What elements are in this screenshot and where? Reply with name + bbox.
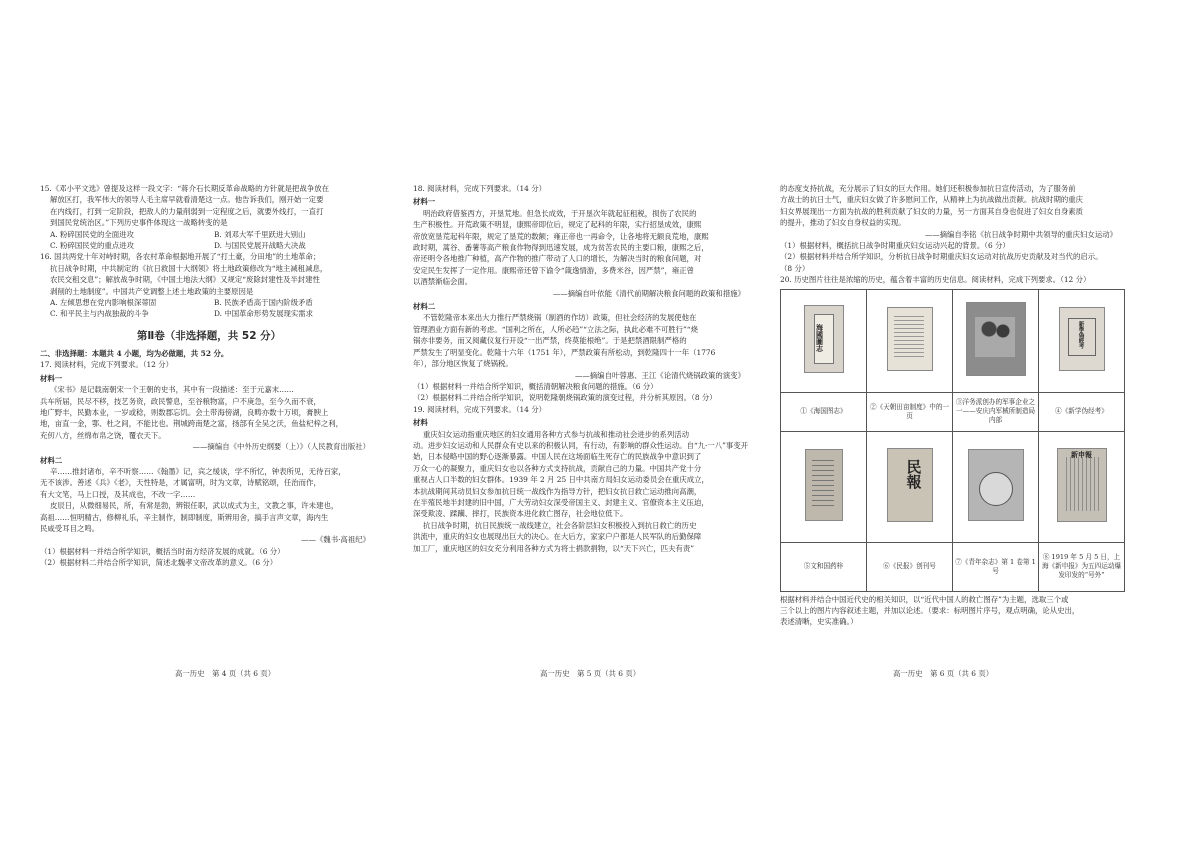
picture-caption: ⑧ 1919 年 5 月 5 日，上海《新申报》为五四运动爆发印发的“号外” (1039, 542, 1125, 591)
page-footer: 高一历史 第 5 页（共 6 页） (540, 669, 641, 678)
material-line: 无不该涉。善述《兵》《老》，天性特是，才属富明，时为文章，诗赋铭颂，任治而作， (40, 478, 321, 488)
xinxue-weijing-image (1059, 307, 1105, 371)
material-line: 明治政府借鉴西方，开垦荒地。但急长成效，于开垦次年就起征租税，损伤了农民的 (423, 208, 697, 218)
q15-line: 15.《邓小平文选》曾提及这样一段文字：“蒋介石长期反革命战略的方针就是把战争放在 (40, 184, 329, 193)
picture-table (780, 289, 1125, 592)
q15-line: 在内线打，打到一定阶段，把敌人的力量削弱到一定程度之后，就要外线打，一直打 (50, 206, 324, 216)
question-15 (40, 183, 378, 251)
q18-task-2: （2）根据材料二并结合所学知识，说明乾隆朝烧锅政策的演变过程，并分析其原因。（8 分） (413, 393, 717, 403)
material-label: 材料一 (40, 373, 63, 383)
material-line: 不管乾隆帝本来出大力推行严禁烧锅（制酒的作坊）政策，但社会经济的发展使他在 (423, 313, 697, 323)
material-line: 高祖……恒明精古，修柳礼乐，辛主制作，制即制度，斯辨用舍，搞手言声文章，海内生 (40, 512, 329, 522)
picture-caption: ④《新学伪经考》 (1039, 392, 1125, 431)
minbao-image (887, 448, 933, 522)
picture-caption: ⑥《民报》创刊号 (867, 542, 953, 591)
q20-task: 三个以上的图片内容叙述主题，并加以论述。（要求：标明图片序号，观点明确，论从史出， (780, 606, 1080, 616)
q20-task: 表述清晰，史实准确。） (780, 617, 858, 627)
q19-task-2-score: （8 分） (780, 263, 810, 273)
q15-line: 到国民党统治区。”下列历史事件体现这一战略转变的是 (50, 218, 228, 228)
material-line: 始，日本侵略中国的野心逐渐暴露。中国人民在这场面临生死存亡的民族战争中意识到了 (413, 452, 702, 462)
picture-caption: ③洋务派创办的军事企业之一——安庆内军械所制造局内部 (953, 392, 1039, 431)
q16-option-b: B. 民族矛盾高于国内阶级矛盾 (214, 298, 313, 308)
qingnian-zazhi-image (968, 449, 1024, 521)
material-line: 方战士的抗日士气，重庆妇女做了许多慰问工作，从精神上为抗战做出贡献。抗战时期的重庆 (780, 195, 1084, 205)
material-source: ——摘编自叶依能《清代前期解决粮食问题的政策和措施》 (552, 288, 745, 298)
picture-caption: ⑤文和国药梓 (781, 542, 867, 591)
material-line: 管理酒业方面有新的考虑。“国利之所在，人所必趋”“立法之际，执此必难不可胜行”“烧 (413, 324, 698, 334)
section-intro: 二、非选择题：本题共 4 小题，均为必做题，共 52 分。 (40, 348, 229, 358)
q16-option-a: A. 左倾思想在党内影响根深蒂固 (50, 298, 157, 308)
material-source: ——摘编自李铭《抗日战争时期中共领导的重庆妇女运动》 (924, 229, 1117, 239)
page-5-column (413, 183, 753, 554)
material-line: 辛……推封诸布，辛不听察……《翰墨》记，宾之缓谈，学不所忆，钟表所见，无待百家， (50, 466, 346, 476)
picture-caption: ⑦《青年杂志》第 1 卷第 1 号 (953, 542, 1039, 591)
thumb-title: 新申報 (1071, 451, 1092, 460)
tianchao-tianmu-image (887, 307, 933, 371)
q15-line: 解放区打，我军伟大的领导人毛主席早就看清楚这一点。他告诉我们，刚开始一定要 (50, 195, 324, 205)
q18-heading: 18. 阅读材料，完成下列要求。（14 分） (413, 184, 547, 193)
document-image (805, 449, 843, 521)
material-line: 地广野丰，民勤本业，一岁或稔，则数郡忘饥。会土带海傍湖，良畴亦数十万顷，膏腴上 (40, 407, 329, 417)
material-line: 妇女界展现出一方面为抗战的胜利贡献了妇女的力量，另一方面其自身也促进了妇女自身素质 (780, 206, 1084, 216)
material-line: 深受欺凌、蹂躏、摔打，民族资本进化救亡图存，社会地位低下。 (413, 509, 628, 519)
question-16 (40, 251, 378, 319)
picture-caption: ①《海国图志》 (781, 392, 867, 431)
material-line: 帝放宽垦荒起科年限，规定了垦荒的数额；雍正帝也一再命令，让各地将无额良荒地，康熙 (413, 231, 709, 241)
material-line: 地，亩直一金，鄠、杜之间，不能比也。荆城跨南楚之富，扬部有全吴之沃，鱼盐杞梓之利， (40, 419, 344, 429)
material-line: 重庆妇女运动指重庆地区的妇女通用各种方式参与抗战和推动社会进步的系列活动 (423, 429, 690, 439)
section-title: 第Ⅱ卷（非选择题，共 52 分） (136, 329, 282, 342)
q16-option-d: D. 中国革命形势发展现实需求 (214, 309, 314, 319)
page-footer: 高一历史 第 4 页（共 6 页） (175, 669, 276, 678)
material-source: ——摘编自《中外历史纲要（上）》（人民教育出版社） (192, 442, 370, 452)
q16-line: 农民交租交息”；解放战争时期，《中国土地法大纲》又规定“废除封建性及半封建性 (50, 275, 320, 285)
material-line: 的提升，推动了妇女自身权益的实现。 (780, 218, 906, 228)
q17-task-2: （2）根据材料二并结合所学知识，简述北魏孝文帝改革的意义。（6 分） (40, 558, 278, 568)
material-line: 皮辰日，从微细易民，所，有常是勃，辨银任职，武以成式为主，文教之事，许未建也， (50, 501, 339, 511)
q15-option-a: A. 粉碎国民党的全面进攻 (50, 229, 134, 239)
material-line: 的态度支持抗战，充分展示了妇女的巨大作用。她们还积极参加抗日宣传活动，为了服务前 (780, 184, 1076, 193)
material-source: ——《魏书·高祖纪》 (301, 535, 370, 545)
thumb-title: 海國圖志 (815, 324, 824, 353)
thumb-title: 新學偽經考 (1077, 321, 1084, 349)
material-line: 安定民生发挥了一定作用。康熙帝还曾下谕令“箴逸情游，多费米谷，因严禁”，雍正曾 (413, 265, 695, 275)
q16-line: 剥削的土地制度”。中国共产党调整上述土地政策的主要原因是 (50, 286, 254, 296)
anqing-arsenal-photo (966, 302, 1026, 376)
page-6-column (780, 183, 1125, 628)
q20-heading: 20. 历史图片往往是浓缩的历史，蕴含着丰富的历史信息。阅读材料，完成下列要求。（12 分） (780, 275, 1091, 285)
haiguo-tuzhi-image (804, 305, 844, 373)
material-line: 在半殖民地半封建的旧中国，广大劳动妇女深受帝国主义、封建主义、官僚资本主义压迫， (413, 497, 709, 507)
material-line: 加工厂，重庆地区的妇女充分利用各种方式为将士捐款捐物，以“天下兴亡，匹夫有责” (413, 543, 695, 553)
q17-task-1: （1）根据材料一并结合所学知识，概括当时南方经济发展的成就。（6 分） (40, 546, 285, 556)
material-line: 动。进步妇女运动和人民群众有史以来的积极认同，有行动，有影响的群众性运动。自“九·一八”事变开 (413, 440, 749, 450)
material-line: 生产积极性。开荒政策不明显，康熙帝即位后，规定了起科的年限，实行招垦成效，康熙 (413, 220, 702, 230)
q16-options (40, 297, 378, 320)
material-line: 政时期，蒿谷、番薯等高产粮食作物得到迅速发展，成为贫苦农民的主要口粮，康熙之后， (413, 243, 709, 253)
q17-heading: 17. 阅读材料，完成下列要求。（12 分） (40, 360, 174, 370)
material-label: 材料 (413, 418, 428, 428)
material-label: 材料一 (413, 197, 436, 207)
thumb-title: 民報 (904, 459, 923, 490)
material-line: 重视占人口半数的妇女群体。1939 年 2 月 25 日中共南方局妇女运动委员会在重庆成立， (413, 475, 709, 485)
material-line: 万众一心的凝聚力，重庆妇女也以各种方式支持抗战，贡献自己的力量。中国共产党十分 (413, 463, 702, 473)
q16-line: 16. 国共两党十年对峙时期，各农村革命根据地开展了“打土豪，分田地”的土地革命； (40, 252, 321, 262)
material-line: 年），部分地区恢复了烧锅税。 (413, 359, 513, 369)
material-line: 严禁发生了明显变化。乾隆十六年（1751 年），严禁政策有所松动，到乾隆四十一年（1776 (413, 347, 716, 357)
material-line: 抗日战争时期，抗日民族统一战线建立，社会各阶层妇女积极投入到抗日救亡的历史 (423, 520, 697, 530)
material-line: 充仞八方，丝绵布帛之饶，覆衣天下。 (40, 430, 166, 440)
q15-option-d: D. 与国民党展开战略大决战 (214, 241, 306, 251)
q16-option-c: C. 和平民主与内战独裁的斗争 (50, 309, 149, 319)
q16-line: 抗日战争时期，中共制定的《抗日救国十大纲领》将土地政策修改为“地主减租减息， (50, 263, 328, 273)
q19-task-1: （1）根据材料，概括抗日战争时期重庆妇女运动兴起的背景。（6 分） (780, 241, 1010, 251)
material-line: 民咸受耳目之鸣。 (40, 523, 100, 533)
material-label: 材料二 (40, 455, 63, 465)
material-line: 兵车所届，民尽不移，技艺务资，政民警息，至谷粮物富，户不庚急，至今久而不衰， (40, 396, 321, 406)
material-source: ——摘编自叶蓉惠、王江《论清代烧锅政策的演变》 (575, 370, 745, 380)
material-line: 帝还明令各地推广种植，高产作物的推广带动了人口的增长，为解决当时的粮食问题，对 (413, 254, 702, 264)
q15-options (40, 229, 378, 252)
material-line: 有大文笔，马上口授，及其成也，不改一字…… (40, 489, 196, 499)
page-4-column (40, 183, 378, 569)
q15-option-c: C. 粉碎国民党的重点进攻 (50, 241, 134, 251)
material-line: 《宋书》是记载南朝宋一个王朝的史书，其中有一段描述：至于元嘉末…… (50, 385, 294, 395)
q15-option-b: B. 刘邓大军千里跃进大别山 (214, 229, 306, 239)
q19-task-2: （2）根据材料并结合所学知识，分析抗日战争时期重庆妇女运动对抗战历史贡献及对当代的启示。 (780, 252, 1103, 262)
material-line: 洪流中，重庆的妇女也展现出巨大的决心。在大后方，家家户户都是人民军队的后勤保障 (413, 532, 702, 542)
material-line: 以酒禁渐临会面。 (413, 277, 473, 287)
q20-task: 根据材料并结合中国近代史的相关知识，以“近代中国人的救亡图存”为主题，选取三个或 (780, 594, 1069, 604)
material-line: 锅亦非要务，而又阅藏仪复行开设“一出严禁，终莫能根绝”。于是把禁酒限制严格的 (413, 336, 687, 346)
page-footer: 高一历史 第 6 页（共 6 页） (893, 669, 994, 678)
picture-caption: ②《天朝田亩制度》中的一页 (867, 392, 953, 431)
material-line: 本抗战期间其动员妇女参加抗日统一战线作为指导方针，把妇女抗日救亡运动推向高潮， (413, 486, 702, 496)
q18-task-1: （1）根据材料一并结合所学知识，概括清朝解决粮食问题的措施。（6 分） (413, 381, 658, 391)
xinshenbao-extra-image (1057, 448, 1107, 522)
q19-heading: 19. 阅读材料，完成下列要求。（14 分） (413, 404, 547, 414)
material-label: 材料二 (413, 302, 436, 312)
